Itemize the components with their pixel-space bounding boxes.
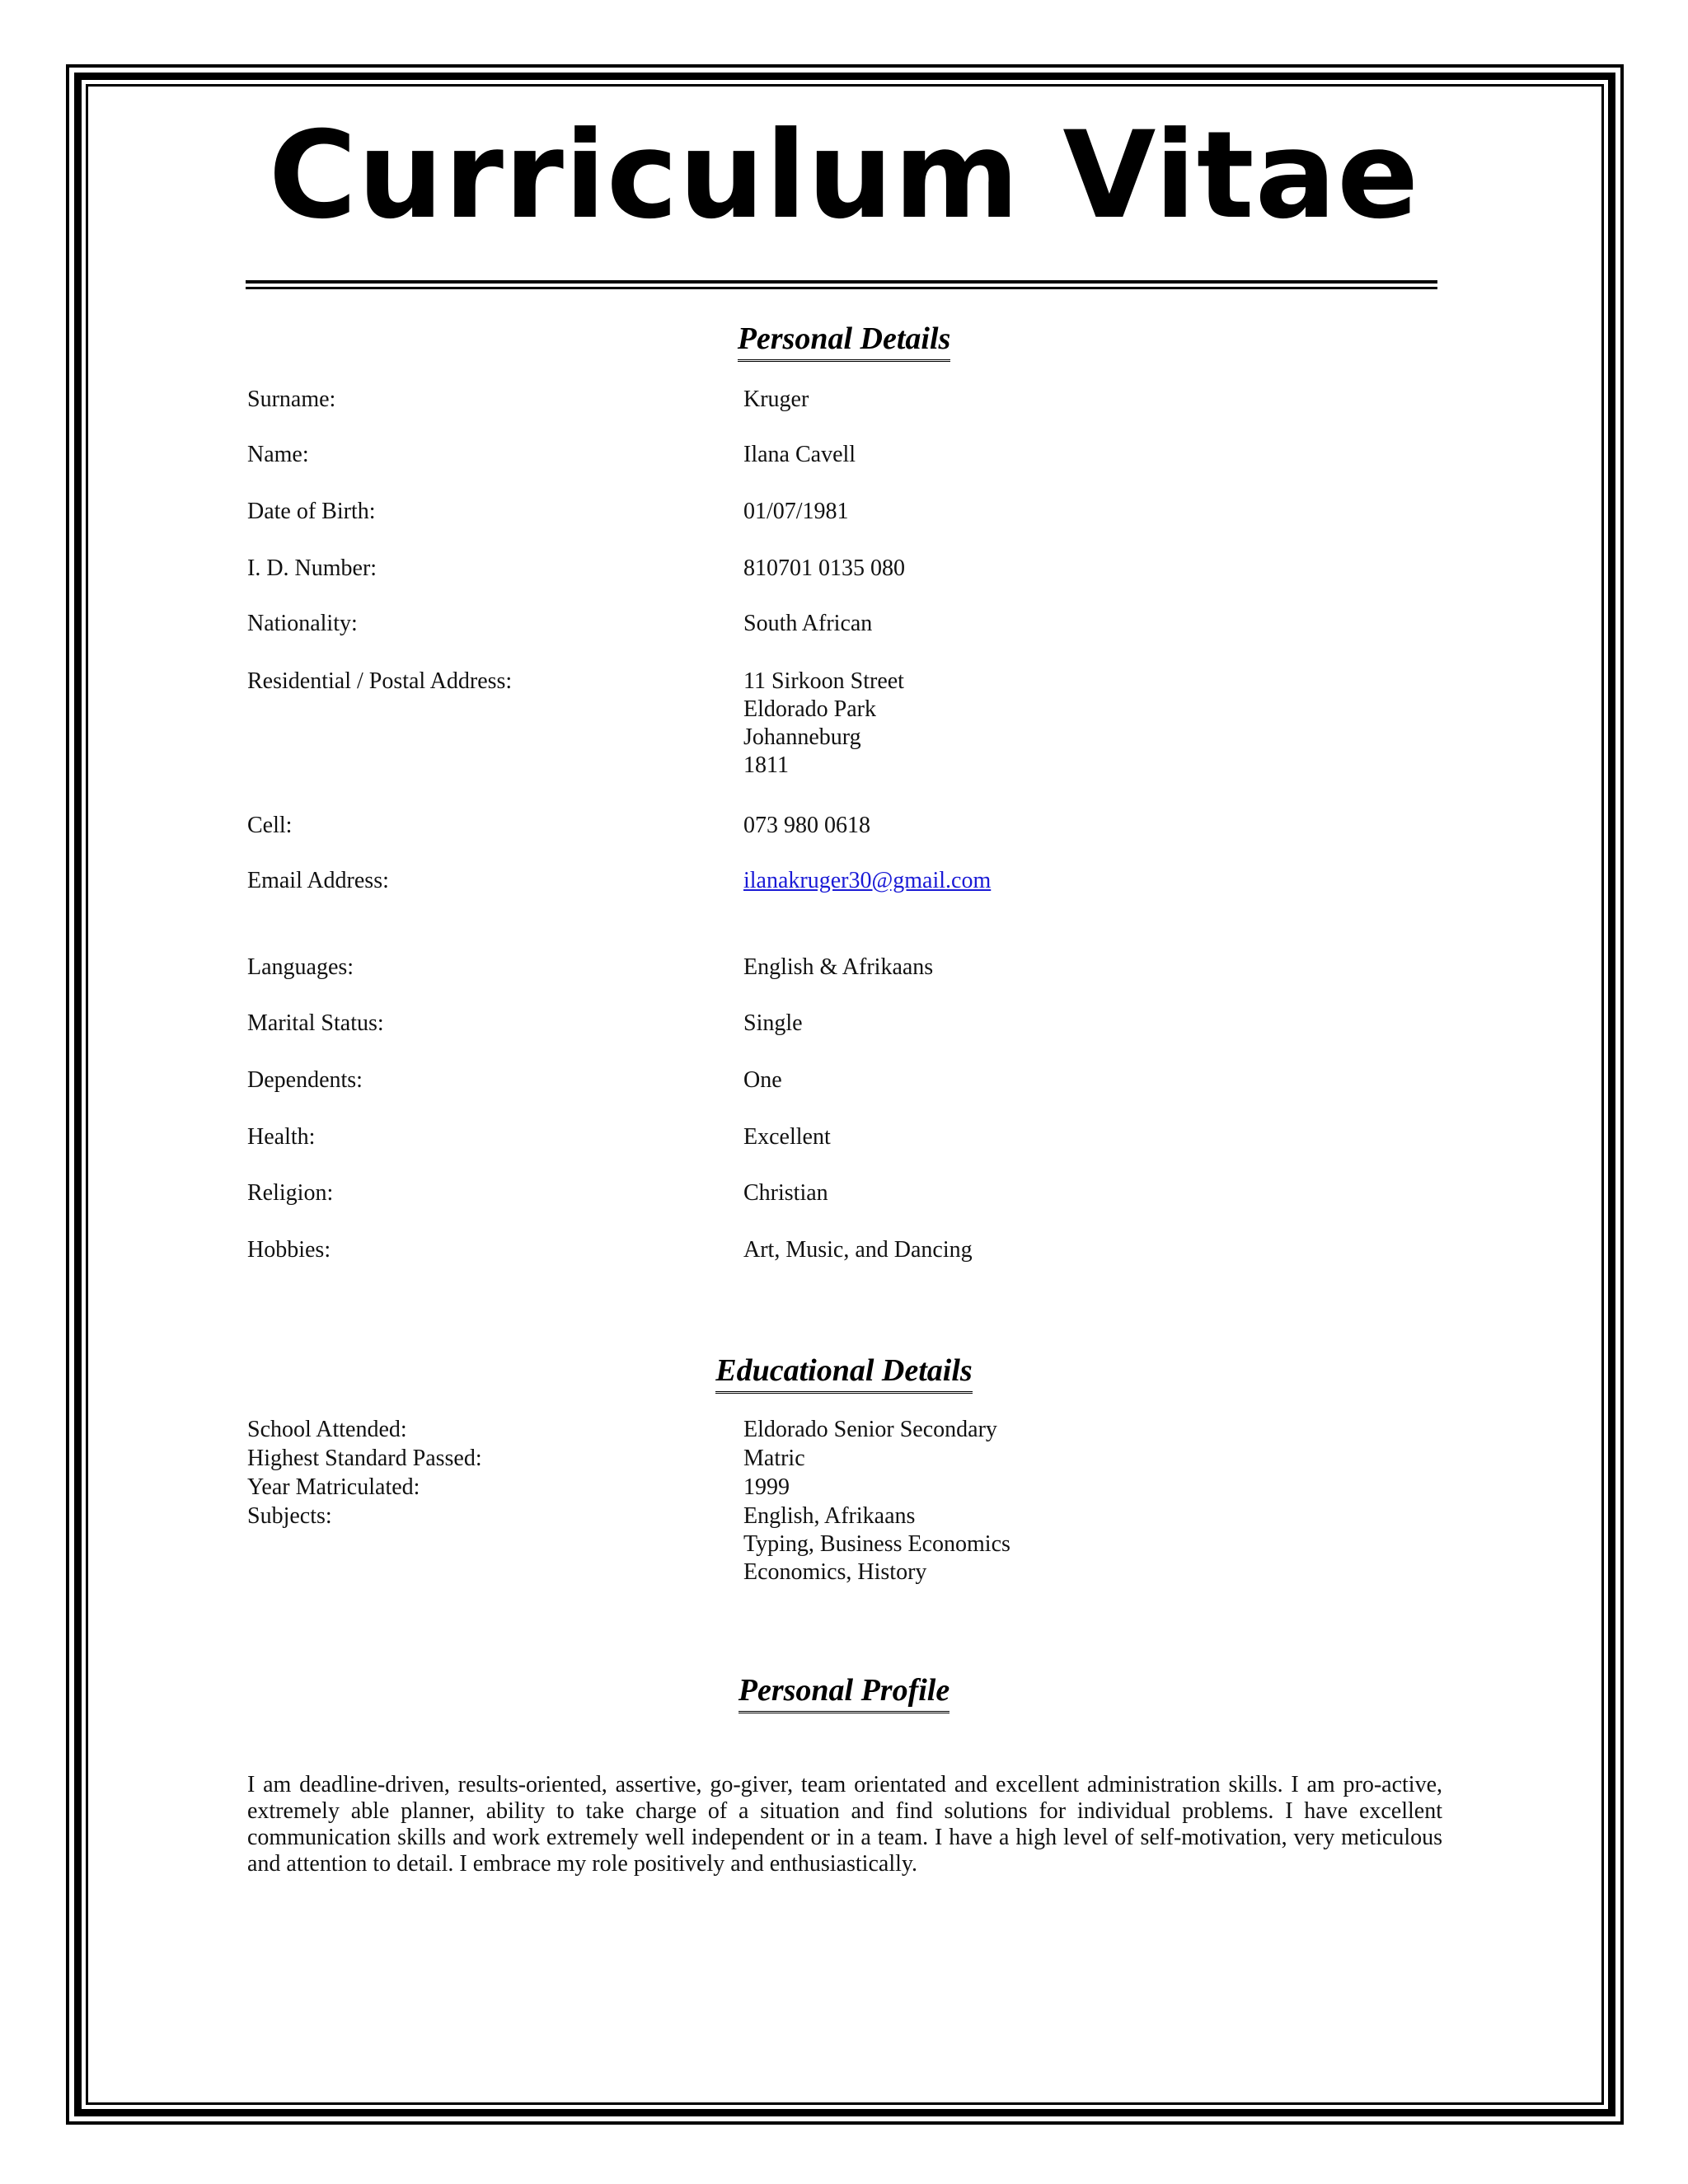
year-matriculated-value: 1999 — [743, 1474, 790, 1500]
languages-label: Languages: — [247, 954, 354, 980]
school-attended-label: School Attended: — [247, 1417, 407, 1442]
personal-profile-heading — [0, 1671, 1688, 1713]
id-number-label: I. D. Number: — [247, 555, 377, 581]
dependents-value: One — [743, 1067, 782, 1093]
cell-label: Cell: — [247, 813, 293, 838]
dependents-label: Dependents: — [247, 1067, 363, 1093]
surname-value: Kruger — [743, 387, 809, 412]
address-label: Residential / Postal Address: — [247, 668, 513, 694]
title-divider — [246, 280, 1437, 284]
id-number-value: 810701 0135 080 — [743, 555, 905, 581]
personal-profile-heading-text: Personal Profile — [738, 1671, 950, 1713]
document-title: Curriculum Vitae — [268, 105, 1420, 246]
address-value: 11 Sirkoon Street Eldorado Park Johanneburg 1811 — [743, 668, 904, 778]
name-label: Name: — [247, 442, 309, 467]
religion-label: Religion: — [247, 1180, 334, 1206]
highest-standard-value: Matric — [743, 1446, 805, 1471]
nationality-value: South African — [743, 611, 873, 636]
nationality-label: Nationality: — [247, 611, 358, 636]
personal-profile-text: I am deadline-driven, results-oriented, assertive, go-giver, team orientated and excellent administration skills. I am pro-active, extremely able planner, ability to take charge of a situation and find solutions for individual problems. I have excellent communication skills and work extremely well independent or in a team. I have a high level of self-motivation, very meticulous and attention to detail. I embrace my role positively and enthusiastically. — [247, 1772, 1442, 1877]
highest-standard-label: Highest Standard Passed: — [247, 1446, 482, 1471]
date-of-birth-value: 01/07/1981 — [743, 499, 849, 524]
marital-status-label: Marital Status: — [247, 1010, 384, 1036]
subjects-label: Subjects: — [247, 1503, 332, 1529]
educational-details-heading-text: Educational Details — [715, 1352, 972, 1394]
health-label: Health: — [247, 1124, 316, 1150]
hobbies-value: Art, Music, and Dancing — [743, 1237, 973, 1263]
personal-details-heading — [0, 320, 1688, 362]
health-value: Excellent — [743, 1124, 831, 1150]
educational-details-heading — [0, 1352, 1688, 1394]
surname-label: Surname: — [247, 387, 336, 412]
cell-value: 073 980 0618 — [743, 813, 870, 838]
year-matriculated-label: Year Matriculated: — [247, 1474, 420, 1500]
personal-details-heading-text: Personal Details — [738, 320, 951, 362]
marital-status-value: Single — [743, 1010, 803, 1036]
email-label: Email Address: — [247, 868, 389, 893]
religion-value: Christian — [743, 1180, 828, 1206]
subjects-value: English, Afrikaans Typing, Business Economics Economics, History — [743, 1503, 1010, 1585]
title-divider-second — [246, 287, 1437, 289]
languages-value: English & Afrikaans — [743, 954, 934, 980]
date-of-birth-label: Date of Birth: — [247, 499, 376, 524]
school-attended-value: Eldorado Senior Secondary — [743, 1417, 997, 1442]
email-link[interactable]: ilanakruger30@gmail.com — [743, 868, 992, 893]
name-value: Ilana Cavell — [743, 442, 856, 467]
hobbies-label: Hobbies: — [247, 1237, 331, 1263]
